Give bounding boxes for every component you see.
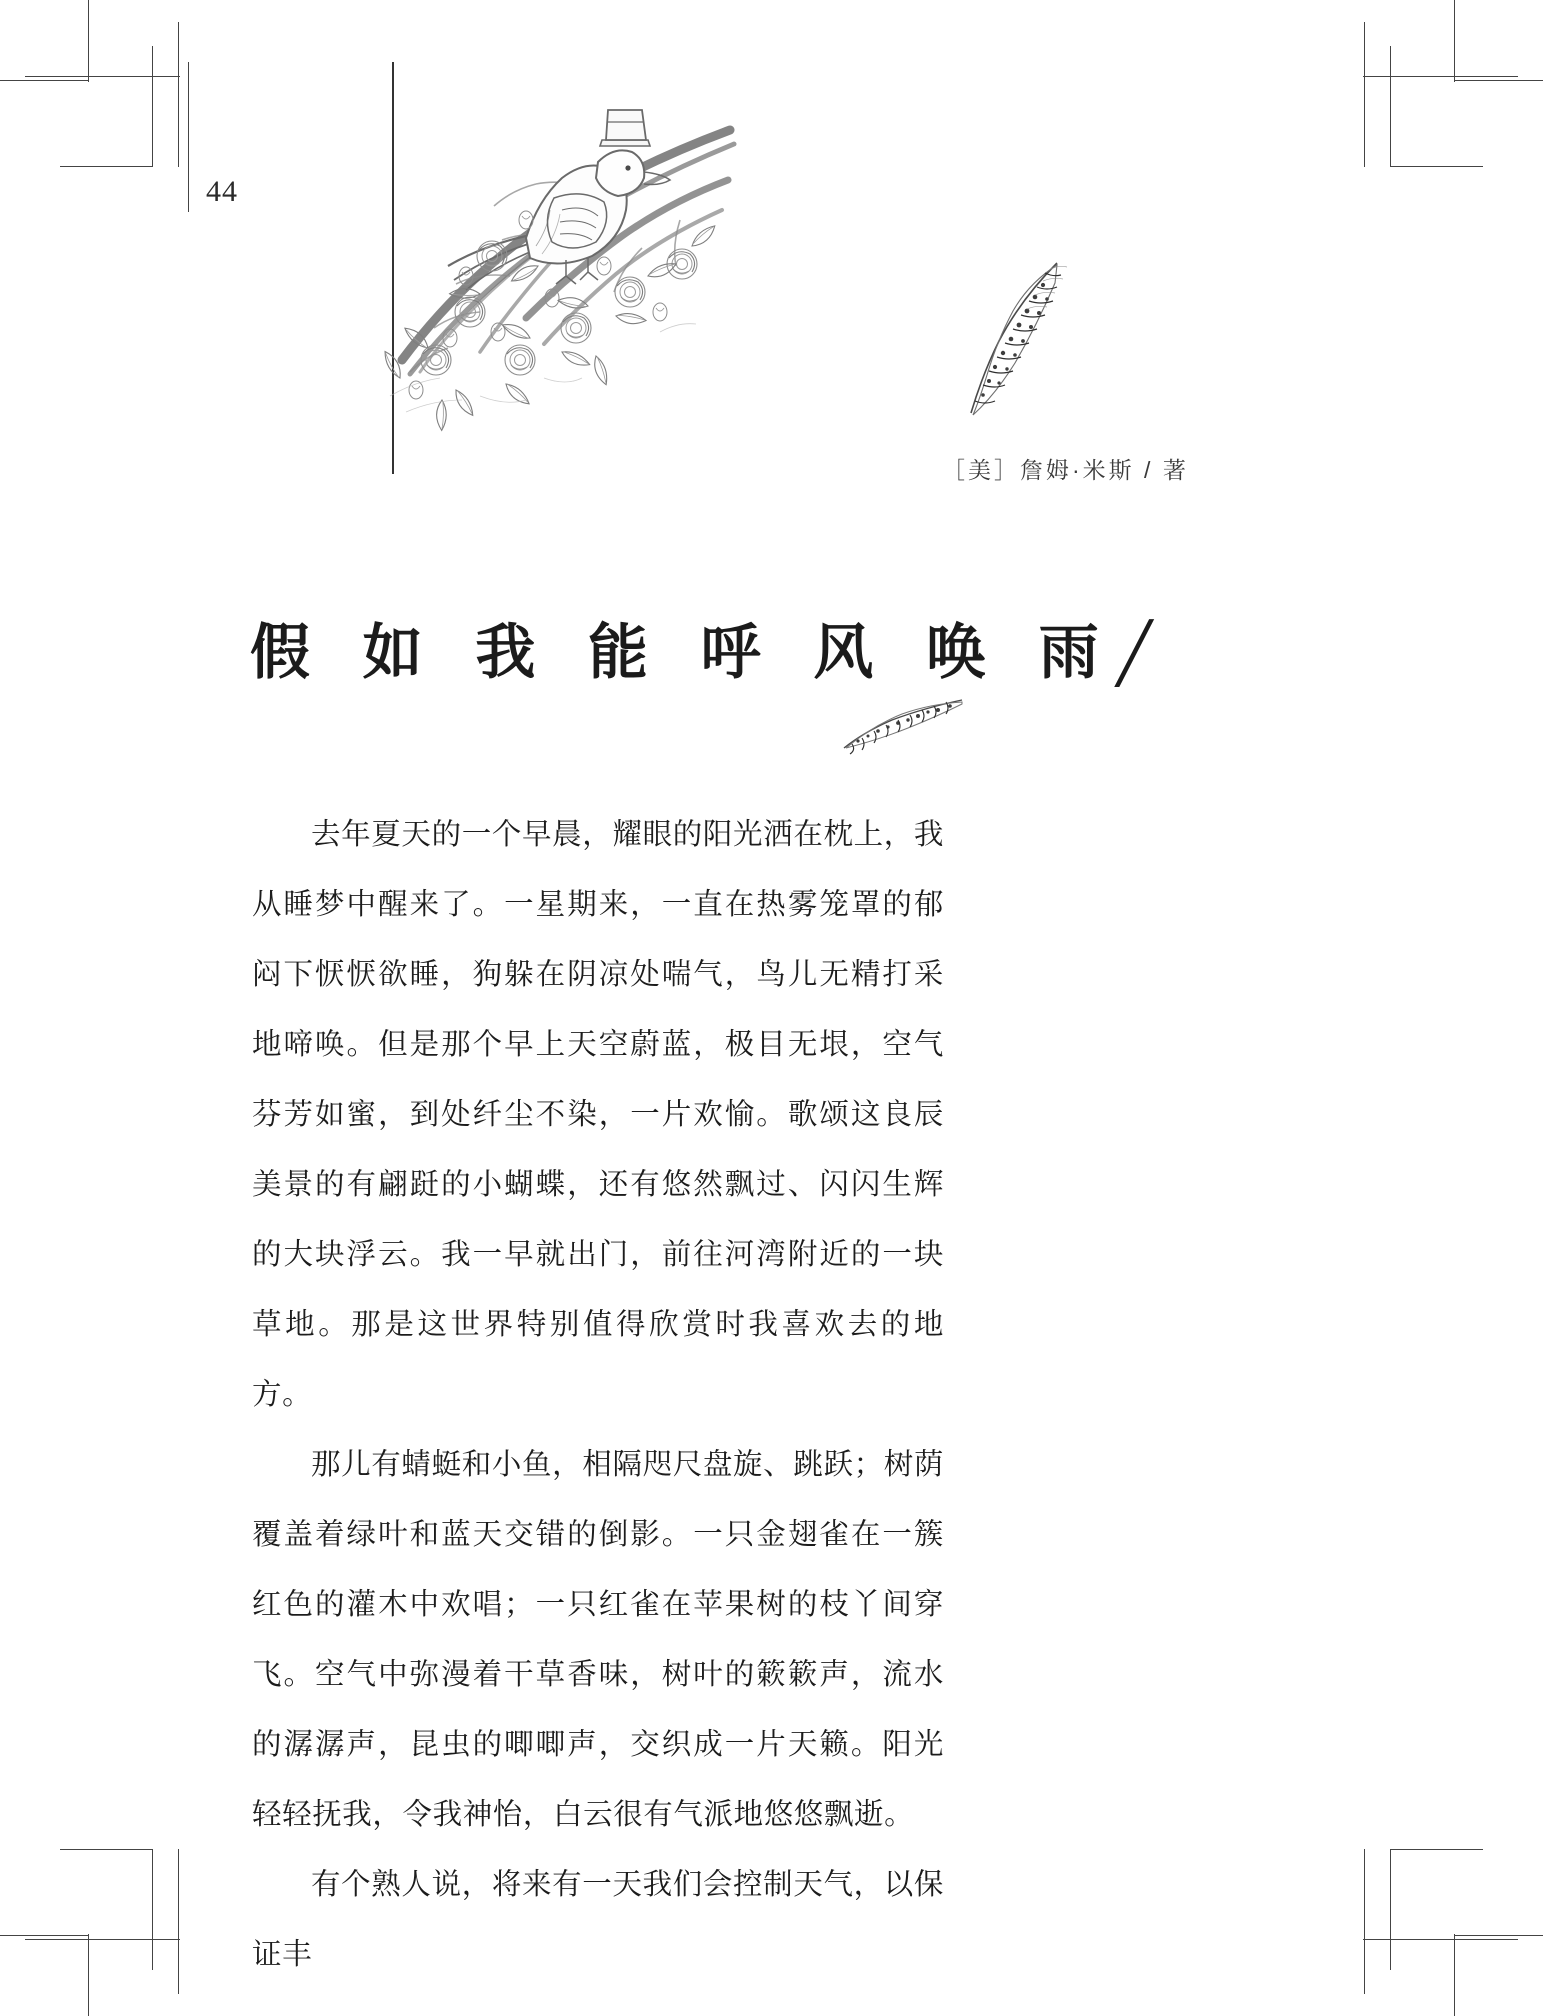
page-title xyxy=(250,605,1152,691)
article-body xyxy=(252,800,944,1990)
page-number: 44 xyxy=(206,175,238,208)
crop-mark-bottom-left xyxy=(0,1786,260,2016)
body-paragraph: 有个熟人说，将来有一天我们会控制天气，以保证丰 xyxy=(252,1868,944,1971)
body-paragraph: 去年夏天的一个早晨，耀眼的阳光洒在枕上，我从睡梦中醒来了。一星期来，一直在热雾笼罩的郁闷下恹恹欲睡，狗躲在阴凉处喘气，鸟儿无精打采地啼唤。但是那个早上天空蔚蓝，极目无垠，空气芬芳如蜜，到处纤尘不染，一片欢愉。歌颂这良辰美景的有翩跹的小蝴蝶，还有悠然飘过、闪闪生辉的大块浮云。我一早就出门，前往河湾附近的一块草地。那是这世界特别值得欣赏时我喜欢去的地方。 xyxy=(252,818,944,1411)
feather-ornament-top xyxy=(925,255,1075,425)
bird-on-blossoming-branch-illustration xyxy=(330,60,750,480)
crop-mark-top-left xyxy=(0,0,260,260)
feather-ornament-middle xyxy=(838,690,968,760)
folio-rule xyxy=(188,62,189,212)
author-byline: ［美］詹姆·米斯 / 著 xyxy=(942,457,1189,483)
crop-mark-top-right xyxy=(1283,0,1543,260)
body-paragraph: 那儿有蜻蜓和小鱼，相隔咫尺盘旋、跳跃；树荫覆盖着绿叶和蓝天交错的倒影。一只金翅雀在一簇红色的灌木中欢唱；一只红雀在苹果树的枝丫间穿飞。空气中弥漫着干草香味，树叶的簌簌声，流水的潺潺声，昆虫的唧唧声，交织成一片天籁。阳光轻轻抚我，令我神怡，白云很有气派地悠悠飘逝。 xyxy=(252,1448,944,1831)
title-slash: ╱ xyxy=(1116,621,1152,687)
page-title-text: 假 如 我 能 呼 风 唤 雨 xyxy=(250,619,1117,687)
crop-mark-bottom-right xyxy=(1283,1786,1543,2016)
